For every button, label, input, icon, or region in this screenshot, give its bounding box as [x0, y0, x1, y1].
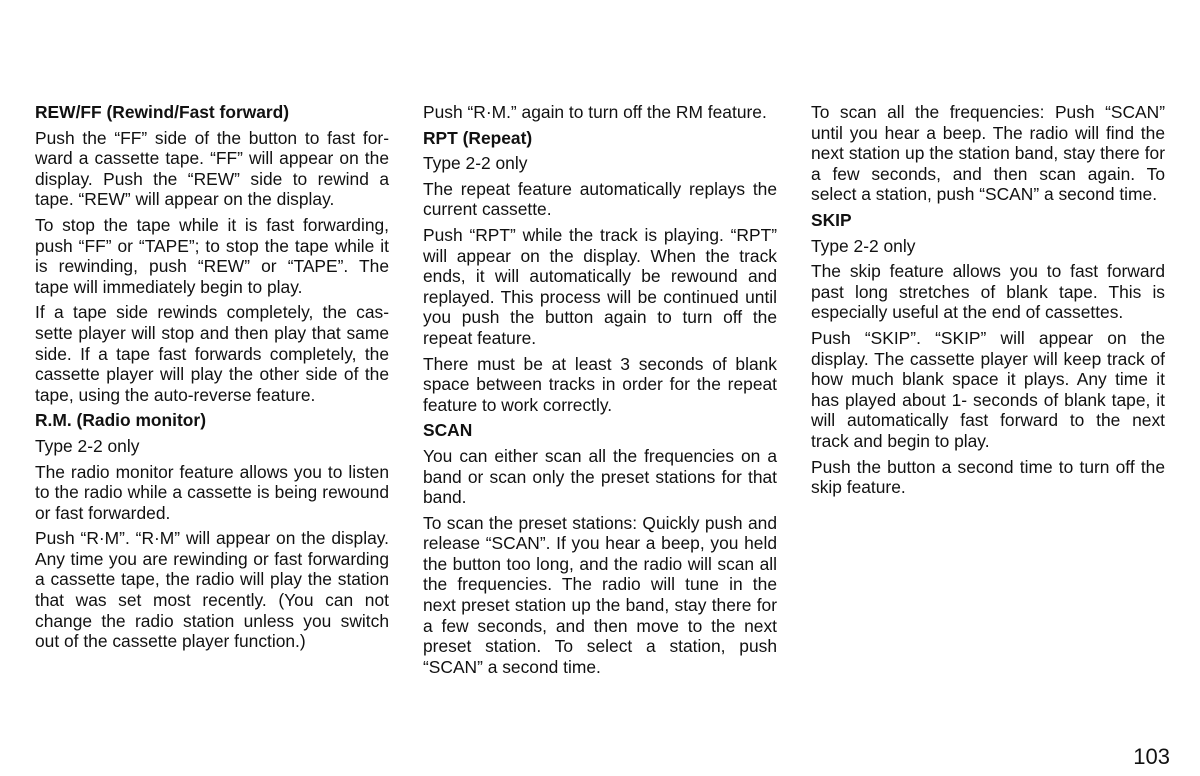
section-heading-skip: SKIP: [811, 209, 852, 230]
column-3: [811, 102, 1165, 503]
paragraph: If a tape side rewinds completely, the cassette player will stop and then play that same side. If a tape fast forwards completely, the cassette player will play the other side of the tape, using the auto-reverse feature.: [35, 302, 389, 405]
section-heading-repeat: RPT (Repeat): [423, 127, 533, 148]
paragraph: Push “RPT” while the track is playing. “RPT” will appear on the display. When the track ends, it will automatically be rewound and replayed. This process will be continued until you push the button again to turn off the repeat feature.: [423, 224, 777, 348]
column-2: [423, 102, 777, 682]
paragraph: The radio monitor feature allows you to listen to the radio while a cassette is being rewound or fast forwarded.: [35, 461, 389, 523]
paragraph: The repeat feature automatically replays the current cassette.: [423, 178, 777, 220]
paragraph: Push “R·M”. “R·M” will appear on the display. Any time you are rewinding or fast forwarding a cassette tape, the radio will play the station that was set most recently. (You can not change the radio station unless you switch out of the cassette player function.): [35, 528, 389, 652]
paragraph: To stop the tape while it is fast forwarding, push “FF” or “TAPE”; to stop the tape while it is rewinding, push “REW” or “TAPE”. The tape will immediately begin to play.: [35, 214, 389, 297]
section-heading-radio-monitor: R.M. (Radio monitor): [35, 410, 206, 431]
paragraph: You can either scan all the frequencies on a band or scan only the preset stations for that band.: [423, 445, 777, 508]
paragraph: There must be at least 3 seconds of blank space between tracks in order for the repeat feature to work correctly.: [423, 353, 777, 415]
paragraph: To scan the preset stations: Quickly push and release “SCAN”. If you hear a beep, you held the button too long, and the radio will scan all the frequencies. The radio will tune in the next preset station up the band, stay there for a few seconds, and then move to the next preset station. To select a station, push “SCAN” a second time.: [423, 512, 777, 677]
paragraph: Push “SKIP”. “SKIP” will appear on the display. The cassette player will keep track of how much blank space it plays. Any time it has played about 1- seconds of blank tape, it will automatically fast forward to the next track and begin to play.: [811, 327, 1165, 451]
type-note: Type 2-2 only: [35, 435, 140, 456]
paragraph: To scan all the frequencies: Push “SCAN” until you hear a beep. The radio will find the next station up the station band, stay there for a few seconds, and then scan again. To select a station, push “SCAN” a second time.: [811, 102, 1165, 205]
paragraph: The skip feature allows you to fast forward past long stretches of blank tape. This is especially useful at the end of cassettes.: [811, 261, 1165, 323]
page-number: 103: [1133, 744, 1170, 769]
column-1: [35, 102, 389, 657]
section-heading-rew-ff: REW/FF (Rewind/Fast forward): [35, 102, 290, 122]
paragraph: Push the button a second time to turn off the skip feature.: [811, 456, 1165, 498]
type-note: Type 2-2 only: [423, 153, 528, 174]
paragraph: Push “R·M.” again to turn off the RM feature.: [423, 102, 767, 122]
paragraph: Push the “FF” side of the button to fast forward a cassette tape. “FF” will appear on the display. Push the “REW” side to rewind a tape. “REW” will appear on the display.: [35, 127, 389, 210]
section-heading-scan: SCAN: [423, 420, 473, 441]
type-note: Type 2-2 only: [811, 235, 916, 256]
